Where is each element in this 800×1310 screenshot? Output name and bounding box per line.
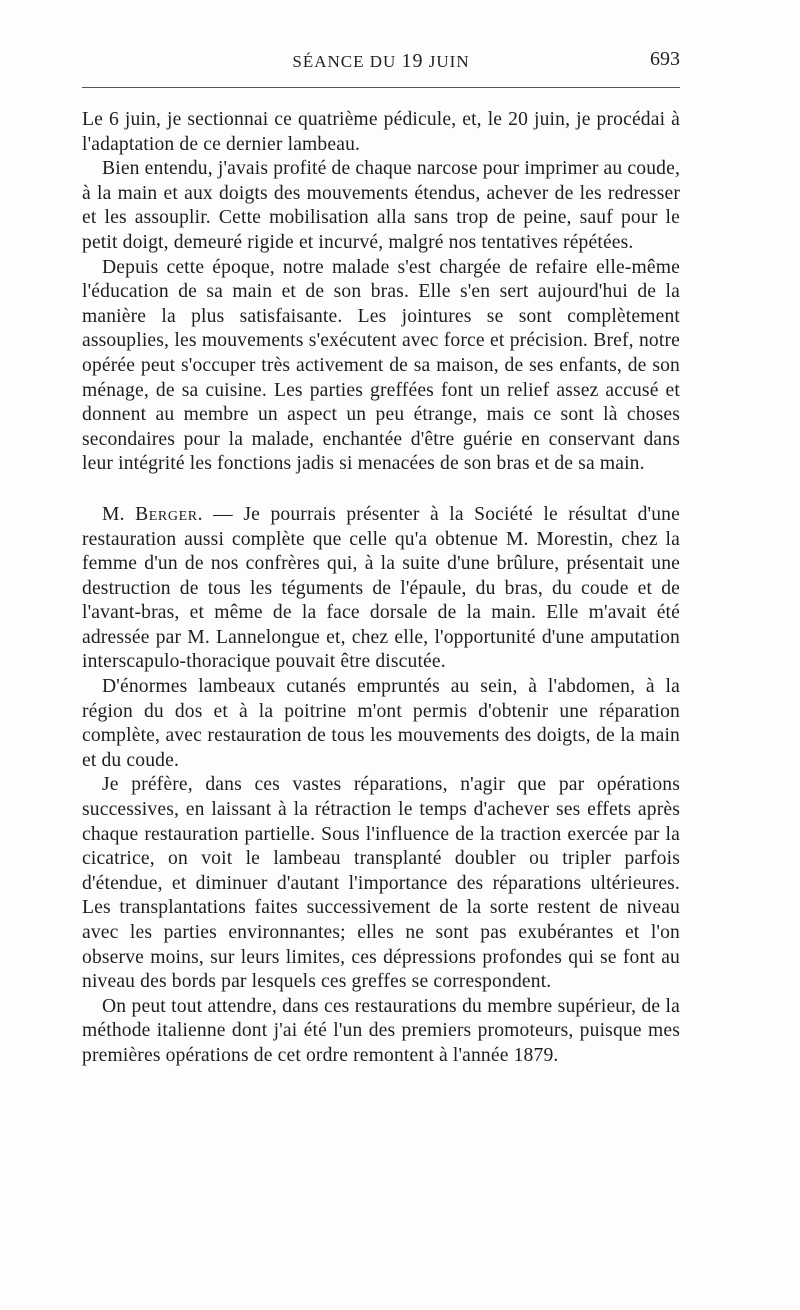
speaker-prefix: M.: [102, 503, 125, 525]
paragraph-1: Le 6 juin, je sectionnai ce quatrième pédicule, et, le 20 juin, je procédai à l'adaptation de ce dernier lambeau.: [82, 109, 680, 155]
speaker-name: Berger: [135, 503, 198, 525]
header-rule: [82, 87, 680, 88]
running-title-month: JUIN: [428, 52, 470, 71]
running-title-day: 19: [401, 50, 424, 72]
paragraph-4-text: . — Je pourrais présenter à la Société le résultat d'une restauration aussi complète que celle qu'a obtenue M. Morestin, chez la femme d'un de nos confrères qui, à la suite d'une brûlure, présentait une destruction de tous les téguments de l'épaule, du bras, du coude et de l'avant-bras, et même de la face dorsale de la main. Elle m'avait été adressée par M. Lannelongue et, chez elle, l'opportunité d'une amputation interscapulo-thoracique pouvait être discutée.: [82, 503, 680, 673]
paragraph-2: Bien entendu, j'avais profité de chaque narcose pour imprimer au coude, à la main et aux doigts des mouvements étendus, achever de les redresser et les assouplir. Cette mobilisation alla sans trop de peine, sauf pour le petit doigt, demeuré rigide et incurvé, malgré nos tentatives répétées.: [82, 158, 680, 253]
paragraph-7: On peut tout attendre, dans ces restaurations du membre supérieur, de la méthode italienne dont j'ai été l'un des premiers promoteurs, puisque mes premières opérations de cet ordre remontent à l'année 1879.: [82, 995, 680, 1066]
paragraph-6: Je préfère, dans ces vastes réparations, n'agir que par opérations successives, en laissant à la rétraction le temps d'achever ses effets après chaque restauration partielle. Sous l'influence de la traction exercée par la cicatrice, on voit le lambeau transplanté doubler ou tripler parfois d'étendue, et diminuer d'autant l'importance des réparations ultérieures. Les transplantations faites successivement de la sorte restent de niveau avec les parties environnantes; elles ne sont pas exubérantes et l'on observe moins, sur leurs limites, ces dépressions profondes qui se font au niveau des bords par lesquels ces greffes se correspondent.: [82, 774, 680, 993]
page-number: 693: [650, 48, 680, 70]
running-title: [82, 50, 680, 73]
paragraph-5: D'énormes lambeaux cutanés empruntés au sein, à l'abdomen, à la région du dos et à la poitrine m'ont permis d'obtenir une réparation complète, avec restauration de tous les mouvements des doigts, de la main et du coude.: [82, 676, 680, 771]
running-head: [82, 44, 680, 74]
paragraph-3: Depuis cette époque, notre malade s'est chargée de refaire elle-même l'éducation de sa main et de son bras. Elle s'en sert aujourd'hui de la manière la plus satisfaisante. Les jointures se sont complètement assouplies, les mouvements s'exécutent avec force et précision. Bref, notre opérée peut s'occuper très activement de sa maison, de ses enfants, de son ménage, de sa cuisine. Les parties greffées font un relief assez accusé et donnent au membre un aspect un peu étrange, mais ce sont là choses secondaires pour la malade, enchantée d'être guérie en conservant dans leur intégrité les fonctions jadis si menacées de son bras et de sa main.: [82, 256, 680, 475]
body-text: [82, 108, 680, 1069]
paragraph-4: [82, 503, 680, 675]
running-title-prefix: SÉANCE DU: [292, 52, 397, 71]
